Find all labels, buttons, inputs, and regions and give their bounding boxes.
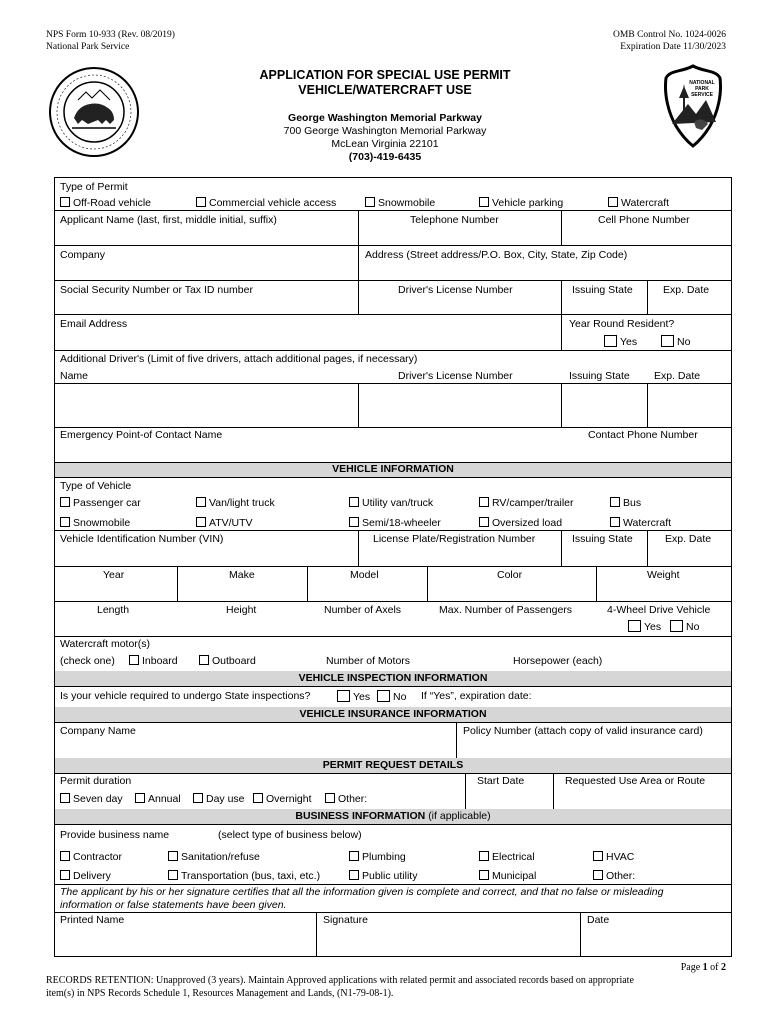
insurance-heading: VEHICLE INSURANCE INFORMATION [55, 707, 731, 722]
retention-line1: RECORDS RETENTION: Unapproved (3 years). Maintain Approved applications with related permit and associated records based on appropriate [46, 975, 634, 986]
contact-phone-label: Contact Phone Number [588, 429, 698, 441]
permit-option-offroad[interactable]: Off-Road vehicle [60, 197, 151, 209]
address-line2: McLean Virginia 22101 [331, 138, 439, 150]
motor-inboard-checkbox[interactable]: Inboard [129, 655, 178, 667]
vehicle-semi[interactable]: Semi/18-wheeler [349, 517, 441, 529]
horsepower-label: Horsepower (each) [513, 655, 603, 667]
year-round-resident-label: Year Round Resident? [569, 318, 675, 330]
printed-name-label: Printed Name [60, 914, 125, 926]
address-line1: 700 George Washington Memorial Parkway [283, 125, 487, 137]
form-number: NPS Form 10-933 (Rev. 08/2019) [46, 30, 175, 40]
vehicle-type-label: Type of Vehicle [60, 480, 132, 492]
vehicle-exp-date-label: Exp. Date [665, 533, 712, 545]
motor-outboard-checkbox[interactable]: Outboard [199, 655, 256, 667]
business-sanitation[interactable]: Sanitation/refuse [168, 851, 260, 863]
business-electrical[interactable]: Electrical [479, 851, 535, 863]
inspection-no-checkbox[interactable]: No [377, 690, 406, 703]
business-transportation[interactable]: Transportation (bus, taxi, etc.) [168, 870, 320, 882]
park-name: George Washington Memorial Parkway [288, 112, 482, 124]
vehicle-rv-camper[interactable]: RV/camper/trailer [479, 497, 574, 509]
inspection-question: Is your vehicle required to undergo State inspections? [60, 690, 311, 702]
vehicle-oversized-load[interactable]: Oversized load [479, 517, 562, 529]
business-plumbing[interactable]: Plumbing [349, 851, 406, 863]
passengers-label: Max. Number of Passengers [439, 604, 573, 616]
fourwd-no-checkbox[interactable]: No [670, 620, 699, 633]
vehicle-bus[interactable]: Bus [610, 497, 641, 509]
vehicle-atv-utv[interactable]: ATV/UTV [196, 517, 253, 529]
duration-overnight[interactable]: Overnight [253, 793, 312, 805]
insurance-company-label: Company Name [60, 725, 136, 737]
vehicle-utility-van[interactable]: Utility van/truck [349, 497, 433, 509]
business-type-label: (select type of business below) [218, 829, 362, 841]
height-label: Height [226, 604, 257, 616]
vehicle-passenger-car[interactable]: Passenger car [60, 497, 141, 509]
emergency-contact-label: Emergency Point-of Contact Name [60, 429, 223, 441]
plate-label: License Plate/Registration Number [373, 533, 536, 545]
company-label: Company [60, 249, 105, 261]
permit-option-snowmobile[interactable]: Snowmobile [365, 197, 435, 209]
park-phone: (703)-419-6435 [348, 151, 422, 163]
inspection-heading: VEHICLE INSPECTION INFORMATION [55, 671, 731, 686]
permit-option-commercial[interactable]: Commercial vehicle access [196, 197, 336, 209]
axels-label: Number of Axels [324, 604, 402, 616]
permit-option-parking[interactable]: Vehicle parking [479, 197, 563, 209]
vin-label: Vehicle Identification Number (VIN) [60, 533, 224, 545]
business-heading: BUSINESS INFORMATION (if applicable) [55, 809, 731, 824]
expiration-date: Expiration Date 11/30/2023 [620, 42, 726, 52]
year-label: Year [103, 569, 125, 581]
vehicle-van-light-truck[interactable]: Van/light truck [196, 497, 275, 509]
svg-text:NATIONAL: NATIONAL [689, 80, 715, 86]
business-name-label: Provide business name [60, 829, 170, 841]
svg-text:SERVICE: SERVICE [691, 92, 713, 98]
permit-option-watercraft[interactable]: Watercraft [608, 197, 669, 209]
additional-driver-state-label: Issuing State [569, 370, 630, 382]
business-hvac[interactable]: HVAC [593, 851, 634, 863]
certification-line1: The applicant by his or her signature certifies that all the information given is complete and correct, and that no false or misleading [60, 886, 664, 898]
color-label: Color [497, 569, 523, 581]
additional-driver-exp-label: Exp. Date [654, 370, 701, 382]
svg-text:PARK: PARK [695, 86, 709, 92]
application-form [54, 177, 732, 957]
number-of-motors-label: Number of Motors [326, 655, 411, 667]
drivers-license-label: Driver's License Number [398, 284, 513, 296]
email-label: Email Address [60, 318, 128, 330]
make-label: Make [229, 569, 255, 581]
watercraft-motor-label: Watercraft motor(s) [60, 638, 151, 650]
issuing-state-label: Issuing State [572, 284, 633, 296]
business-other[interactable]: Other: [593, 870, 635, 882]
vehicle-watercraft[interactable]: Watercraft [610, 517, 671, 529]
additional-driver-license-label: Driver's License Number [398, 370, 513, 382]
vehicle-snowmobile[interactable]: Snowmobile [60, 517, 130, 529]
fourwd-yes-checkbox[interactable]: Yes [628, 620, 661, 633]
address-label: Address (Street address/P.O. Box, City, State, Zip Code) [365, 249, 628, 261]
check-one-label: (check one) [60, 655, 115, 667]
business-delivery[interactable]: Delivery [60, 870, 111, 882]
page-indicator: Page 1 of 2 [680, 962, 726, 973]
resident-no-checkbox[interactable]: No [661, 335, 690, 348]
applicant-name-label: Applicant Name (last, first, middle initial, suffix) [60, 214, 277, 226]
form-title: APPLICATION FOR SPECIAL USE PERMIT [259, 68, 511, 82]
business-public-utility[interactable]: Public utility [349, 870, 417, 882]
inspection-if-yes-label: If “Yes”, expiration date: [421, 690, 532, 702]
duration-annual[interactable]: Annual [135, 793, 181, 805]
weight-label: Weight [647, 569, 680, 581]
omb-control: OMB Control No. 1024-0026 [613, 30, 726, 40]
inspection-yes-checkbox[interactable]: Yes [337, 690, 370, 703]
additional-driver-name-label: Name [60, 370, 89, 382]
duration-day-use[interactable]: Day use [193, 793, 245, 805]
signature-label: Signature [323, 914, 368, 926]
vehicle-issuing-state-label: Issuing State [572, 533, 633, 545]
date-label: Date [587, 914, 610, 926]
business-contractor[interactable]: Contractor [60, 851, 122, 863]
business-municipal[interactable]: Municipal [479, 870, 536, 882]
resident-yes-checkbox[interactable]: Yes [604, 335, 637, 348]
ssn-label: Social Security Number or Tax ID number [60, 284, 253, 296]
telephone-label: Telephone Number [410, 214, 499, 226]
start-date-label: Start Date [477, 775, 525, 787]
certification-line2: information or false statements have been given. [60, 899, 287, 911]
policy-number-label: Policy Number (attach copy of valid insurance card) [463, 725, 703, 737]
additional-drivers-label: Additional Driver's (Limit of five drivers, attach additional pages, if necessary) [60, 353, 418, 365]
form-subtitle: VEHICLE/WATERCRAFT USE [298, 83, 472, 97]
retention-line2: item(s) in NPS Records Schedule 1, Resources Management and Lands, (N1-79-08-1). [46, 988, 394, 999]
permit-duration-label: Permit duration [60, 775, 132, 787]
use-area-label: Requested Use Area or Route [565, 775, 706, 787]
exp-date-label: Exp. Date [663, 284, 710, 296]
vehicle-info-heading: VEHICLE INFORMATION [55, 462, 731, 477]
cell-phone-label: Cell Phone Number [598, 214, 690, 226]
permit-type-label: Type of Permit [60, 181, 128, 193]
length-label: Length [97, 604, 130, 616]
duration-other[interactable]: Other: [325, 793, 367, 805]
duration-seven-day[interactable]: Seven day [60, 793, 123, 805]
permit-request-heading: PERMIT REQUEST DETAILS [55, 758, 731, 773]
four-wheel-drive-label: 4-Wheel Drive Vehicle [607, 604, 711, 616]
model-label: Model [350, 569, 379, 581]
agency-name: National Park Service [46, 42, 130, 52]
